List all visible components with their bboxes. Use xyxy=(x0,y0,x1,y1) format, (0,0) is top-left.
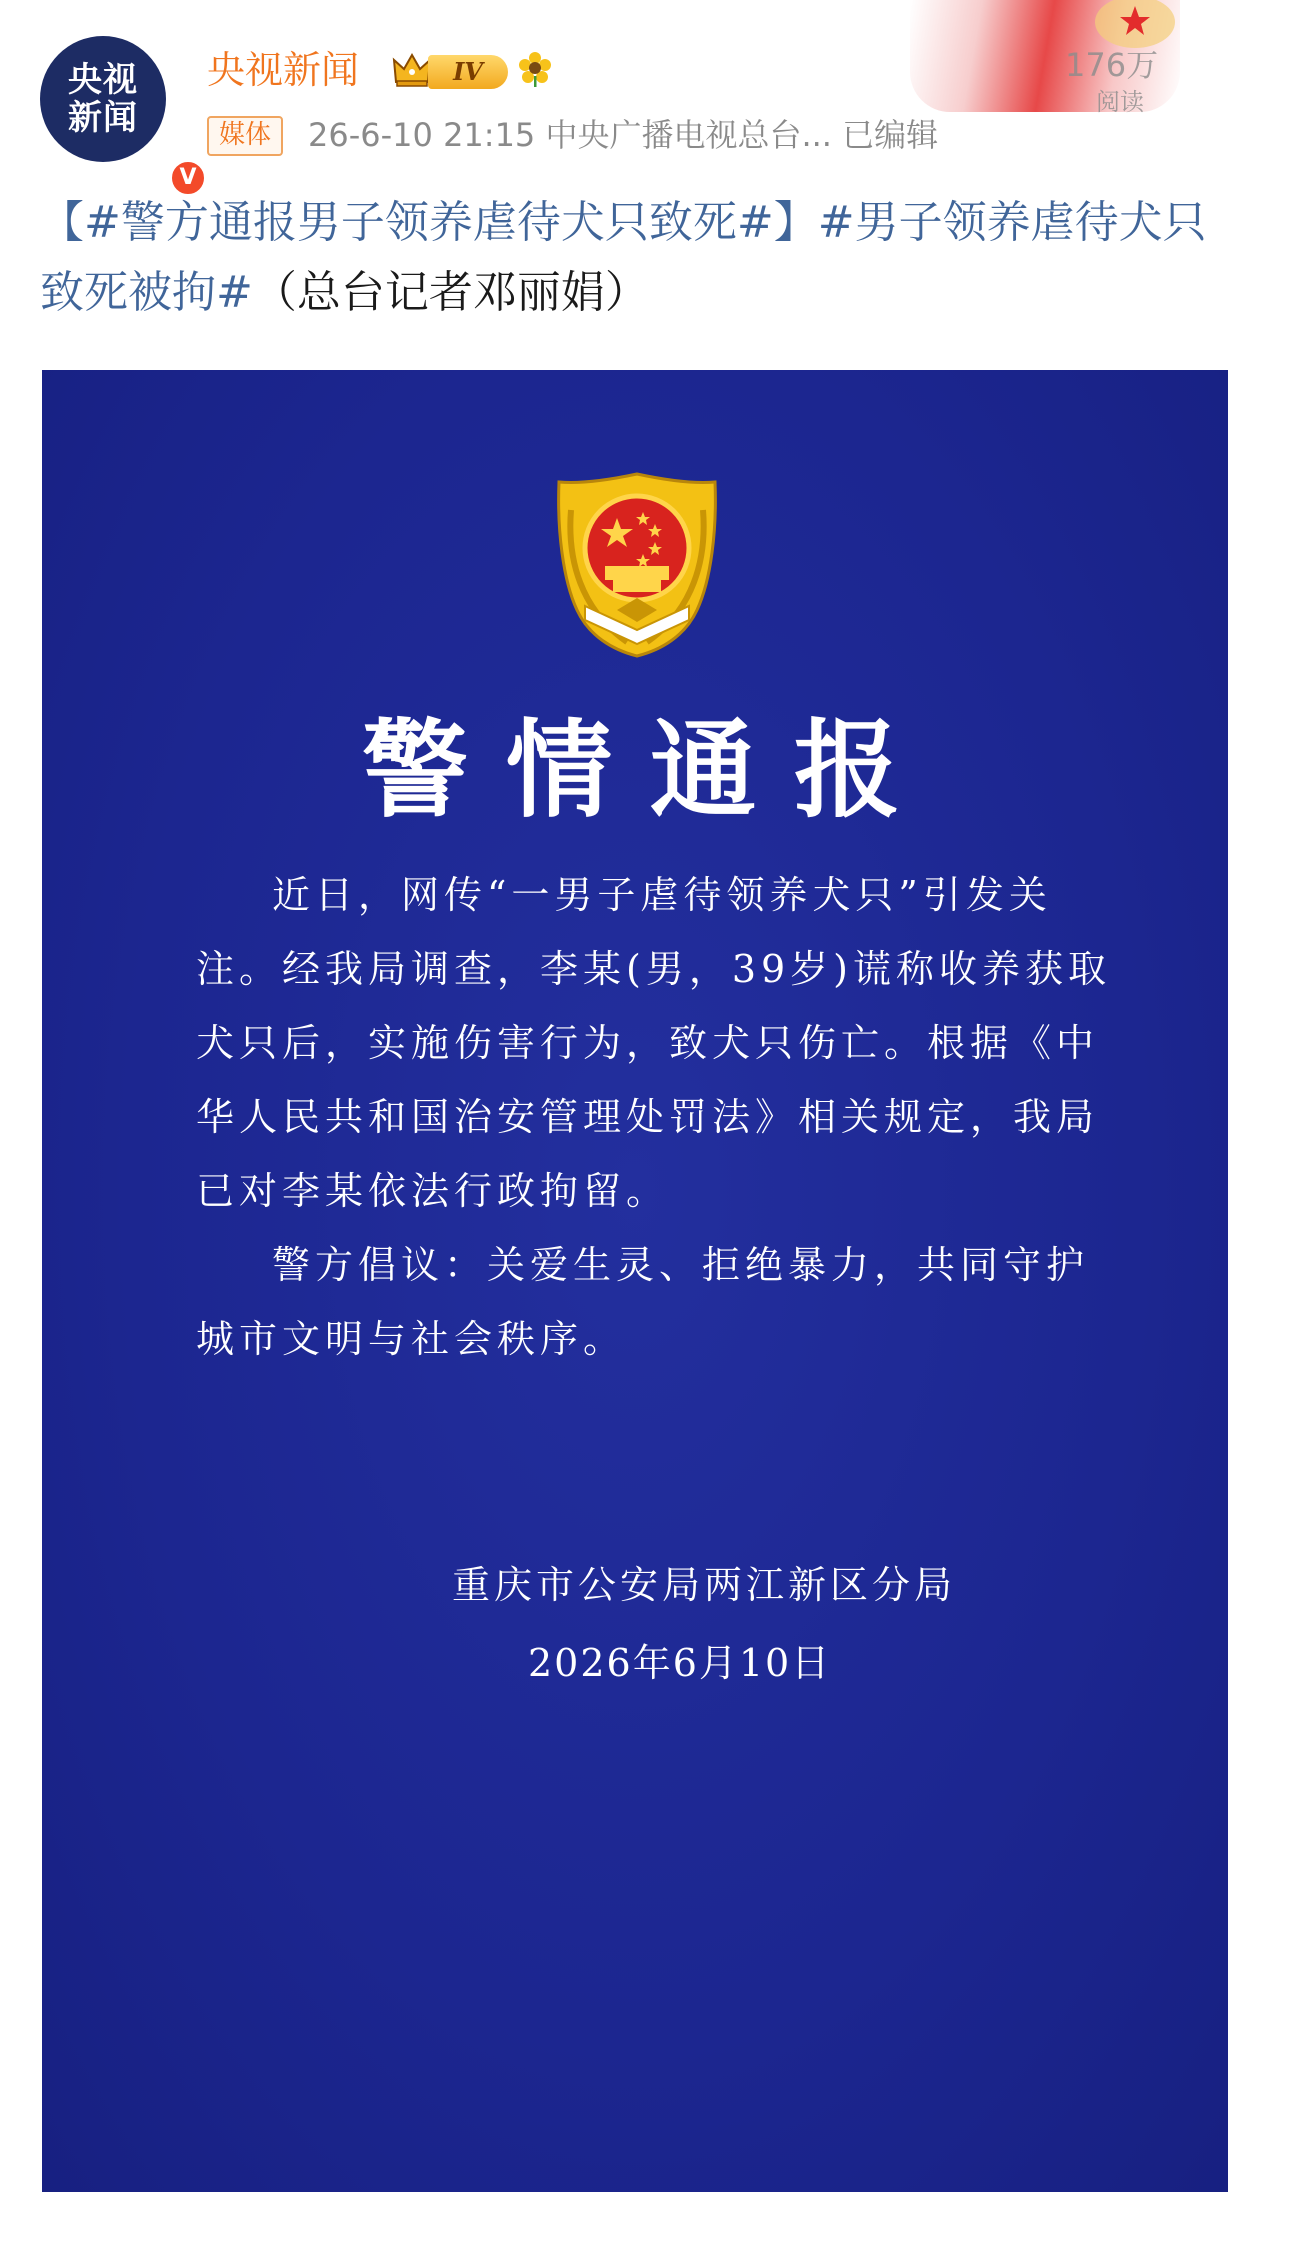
post-text xyxy=(40,188,1250,328)
flower-icon xyxy=(516,50,554,88)
hashtag-link[interactable]: #男子领养虐待犬只致死被拘# xyxy=(40,197,1207,318)
read-label: 阅读 xyxy=(1096,88,1144,116)
notice-issuer: 重庆市公安局两江新区分局 xyxy=(452,1563,957,1607)
avatar-line2: 新闻 xyxy=(68,98,138,138)
avatar-line1: 央视 xyxy=(68,60,138,100)
crown-icon xyxy=(392,52,432,88)
notice-paragraph: 近日，网传“一男子虐待领养犬只”引发关注。经我局调查，李某(男，39岁)谎称收养获取犬只后，实施伤害行为，致犬只伤亡。根据《中华人民共和国治安管理处罚法》相关规定，我局已对李某依法行政拘留。 xyxy=(196,873,1112,1213)
police-emblem-icon xyxy=(547,470,727,660)
level-badge[interactable]: IV xyxy=(428,55,508,89)
watermark xyxy=(1170,2182,1270,2228)
post-header xyxy=(0,0,1290,190)
notice-body xyxy=(196,858,1126,1376)
verified-icon: V xyxy=(168,158,208,198)
post-meta: 26-6-10 21:15 中央广播电视总台... 已编辑 xyxy=(308,116,939,154)
media-tag: 媒体 xyxy=(207,116,283,156)
read-count: 176万 xyxy=(1065,46,1159,84)
police-notice-image[interactable] xyxy=(42,370,1228,2192)
avatar-logo xyxy=(40,36,166,162)
post-suffix: （总台记者邓丽娟） xyxy=(252,267,649,318)
notice-date: 2026年6月10日 xyxy=(528,1641,832,1685)
account-name[interactable]: 央视新闻 xyxy=(207,48,360,92)
notice-title: 警情通报 xyxy=(362,707,938,832)
notice-paragraph: 警方倡议：关爱生灵、拒绝暴力，共同守护城市文明与社会秩序。 xyxy=(196,1243,1090,1361)
avatar[interactable] xyxy=(40,36,197,190)
hashtag-link[interactable]: 【#警方通报男子领养虐待犬只致死#】 xyxy=(40,197,818,248)
